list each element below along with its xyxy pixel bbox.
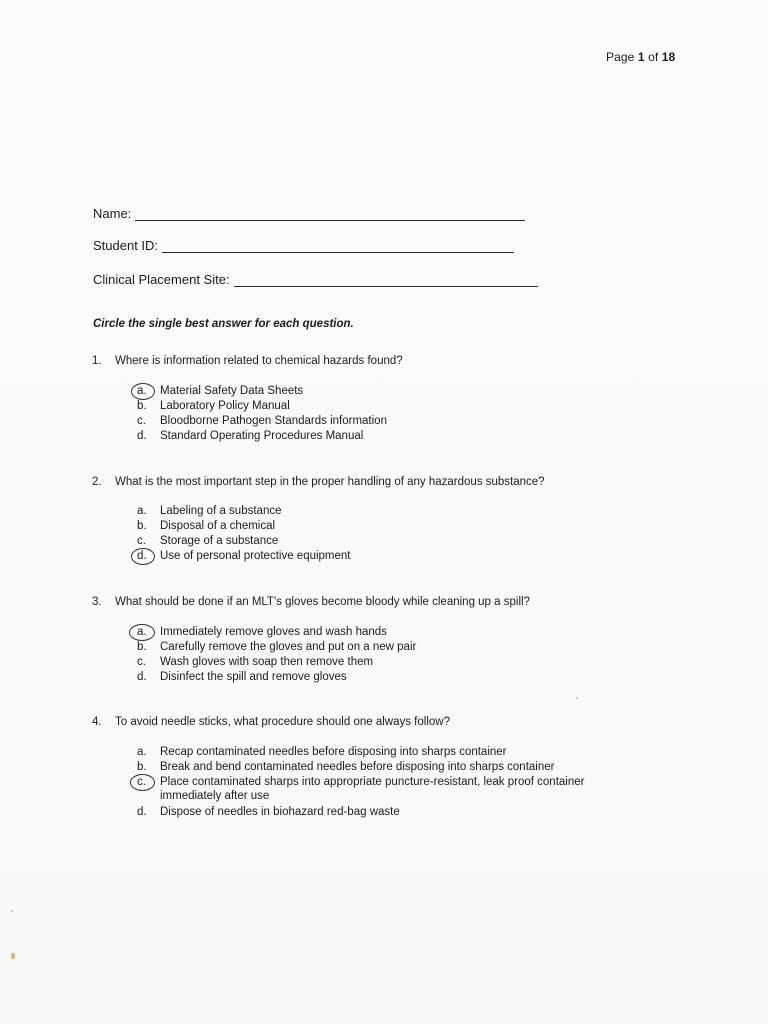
option-letter: c. (137, 535, 146, 547)
option-text: Recap contaminated needles before disposing into sharps container (160, 746, 507, 758)
option-text: Disinfect the spill and remove gloves (160, 671, 347, 683)
question-number: 2. (92, 476, 102, 488)
scan-dot (576, 697, 578, 699)
page-of: of (648, 50, 659, 64)
student-id-line[interactable] (162, 240, 514, 253)
option-letter: d. (137, 806, 147, 818)
option-text-continued: immediately after use (160, 790, 270, 802)
placement-site-line[interactable] (234, 274, 538, 287)
option-text: Dispose of needles in biohazard red-bag waste (160, 806, 400, 818)
option-text: Break and bend contaminated needles before disposing into sharps container (160, 761, 555, 773)
option-letter: d. (137, 550, 147, 562)
page-prefix: Page (606, 50, 635, 64)
page-total: 18 (661, 50, 676, 64)
name-field (93, 206, 525, 221)
option-text: Use of personal protective equipment (160, 550, 351, 562)
option-text: Place contaminated sharps into appropriate puncture-resistant, leak proof container (160, 776, 585, 788)
option-letter: a. (137, 746, 147, 758)
option-letter: d. (137, 671, 147, 683)
question-text: What should be done if an MLT's gloves become bloody while cleaning up a spill? (115, 596, 530, 608)
option-text: Labeling of a substance (160, 505, 282, 517)
option-text: Bloodborne Pathogen Standards information (160, 415, 387, 427)
option-letter: a. (137, 626, 147, 638)
option-text: Immediately remove gloves and wash hands (160, 626, 387, 638)
page-current: 1 (637, 50, 645, 64)
option-text: Disposal of a chemical (160, 520, 276, 532)
option-letter: c. (137, 656, 146, 668)
option-text: Wash gloves with soap then remove them (160, 656, 374, 668)
name-line[interactable] (135, 208, 525, 221)
name-label: Name: (93, 206, 132, 221)
page-number (606, 50, 675, 64)
option-letter: d. (137, 430, 147, 442)
scan-dot (11, 910, 13, 912)
question-number: 1. (92, 355, 102, 367)
student-id-label: Student ID: (93, 238, 159, 253)
option-text: Storage of a substance (160, 535, 279, 547)
placement-site-label: Clinical Placement Site: (93, 272, 230, 287)
option-text: Standard Operating Procedures Manual (160, 430, 364, 442)
option-text: Laboratory Policy Manual (160, 400, 290, 412)
question-text: What is the most important step in the proper handling of any hazardous substance? (115, 476, 545, 488)
scan-speck (11, 953, 15, 959)
option-letter: c. (137, 415, 146, 427)
question-text: To avoid needle sticks, what procedure should one always follow? (115, 716, 450, 728)
placement-site-field (93, 272, 538, 287)
option-letter: b. (137, 641, 147, 653)
option-letter: a. (137, 505, 147, 517)
option-letter: b. (137, 400, 147, 412)
option-letter: b. (137, 761, 147, 773)
option-letter: a. (137, 385, 147, 397)
option-text: Carefully remove the gloves and put on a new pair (160, 641, 417, 653)
option-letter: c. (137, 776, 146, 788)
option-letter: b. (137, 520, 147, 532)
question-number: 3. (92, 596, 102, 608)
question-number: 4. (92, 716, 102, 728)
student-id-field (93, 238, 514, 253)
instructions: Circle the single best answer for each question. (93, 318, 354, 330)
question-text: Where is information related to chemical hazards found? (115, 355, 403, 367)
option-text: Material Safety Data Sheets (160, 385, 304, 397)
